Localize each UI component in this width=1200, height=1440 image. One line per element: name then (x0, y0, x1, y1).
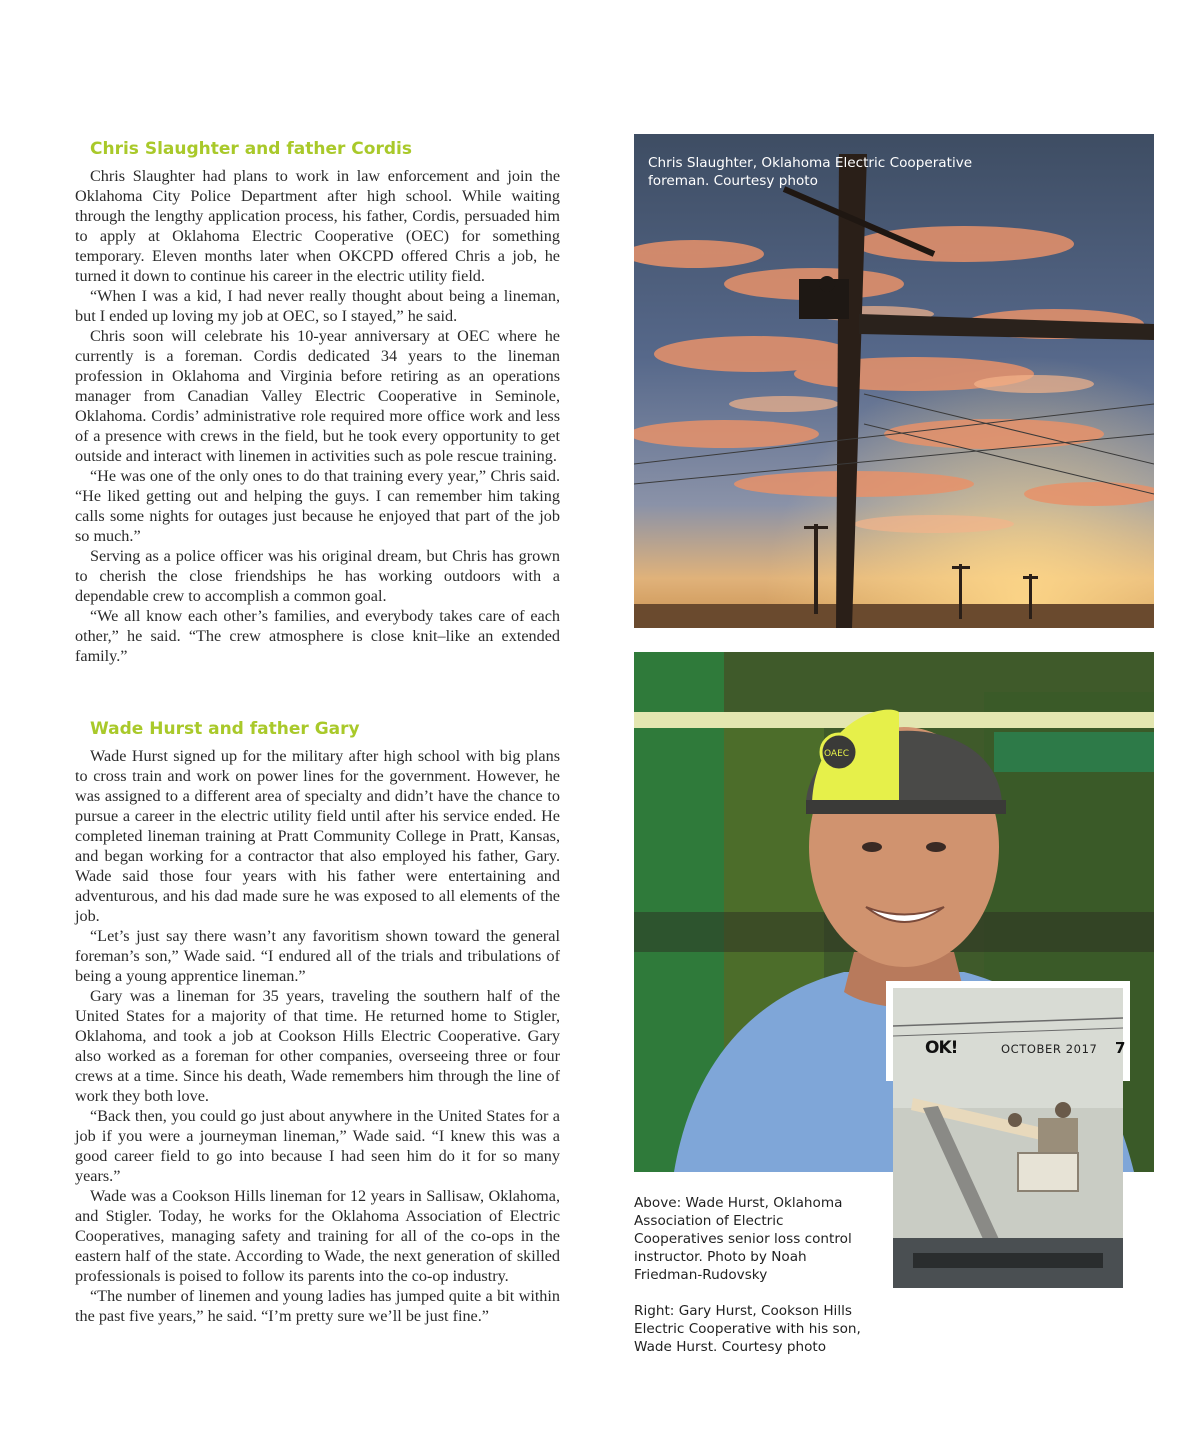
cap-logo-text: OAEC (824, 749, 850, 759)
paragraph: “He was one of the only ones to do that training every year,” Chris said. “He liked getting out and helping the guys. I can remember him taking calls some nights for outages just because he enjoyed that part of the job so much.” (75, 467, 560, 545)
photo-chris-slaughter (634, 134, 1154, 628)
sunset-pole-illustration (634, 134, 1154, 628)
caption-wade: Above: Wade Hurst, Oklahoma Association of Electric Cooperatives senior loss control instructor. Photo by Noah Friedman-Rudovsky (634, 1195, 852, 1283)
page-number: 7 (1115, 1039, 1126, 1057)
paragraph: “We all know each other’s families, and everybody takes care of each other,” he said. “The crew atmosphere is close knit–like an extended family.” (75, 607, 560, 665)
story-heading: Chris Slaughter and father Cordis (90, 139, 412, 159)
story-chris-slaughter (75, 138, 560, 666)
ok-logo: OK! (925, 1038, 958, 1058)
paragraph: “The number of linemen and young ladies has jumped quite a bit within the past five years,” he said. “I’m pretty sure we’ll be just fine.” (75, 1287, 560, 1325)
story-wade-hurst (75, 718, 560, 1326)
paragraph: Gary was a lineman for 35 years, traveling the southern half of the United States for a majority of that time. He returned home to Stigler, Oklahoma, and took a job at Cookson Hills Electric Cooperative. Gary also worked as a foreman for other companies, overseeing three or four crews at a time. Since his death, Wade remembers him through the line of work they both love. (75, 987, 560, 1105)
paragraph: “When I was a kid, I had never really thought about being a lineman, but I ended up loving my job at OEC, so I stayed,” he said. (75, 287, 560, 325)
caption-gary: Right: Gary Hurst, Cookson Hills Electric Cooperative with his son, Wade Hurst. Courtesy photo (634, 1303, 861, 1355)
paragraph: Chris Slaughter had plans to work in law enforcement and join the Oklahoma City Police Department after high school. While waiting through the lengthy application process, his father, Cordis, persuaded him to apply at Oklahoma Electric Cooperative (OEC) for something temporary. Eleven months later when OKCPD offered Chris a job, he turned it down to continue his career in the electric utility field. (75, 167, 560, 285)
photo-caption: Chris Slaughter, Oklahoma Electric Cooperative foreman. Courtesy photo (648, 155, 973, 189)
paragraph: Chris soon will celebrate his 10-year anniversary at OEC where he currently is a foreman. Cordis dedicated 34 years to the lineman profession in Oklahoma and Virginia before retiring as an operations manager from Canadian Valley Electric Cooperative in Seminole, Oklahoma. Cordis’ administrative role required more office work and less of a presence with crews in the field, but he took every opportunity to get outside and interact with linemen in activities such as pole rescue training. (75, 327, 560, 465)
paragraph: Wade was a Cookson Hills lineman for 12 years in Sallisaw, Oklahoma, and Stigler. Today, he works for the Oklahoma Association of Electric Cooperatives, managing safety and training for all of the co-ops in the eastern half of the state. According to Wade, the next generation of skilled professionals is poised to follow its parents into the co-op industry. (75, 1187, 560, 1285)
issue-date: OCTOBER 2017 (1001, 1042, 1098, 1056)
bucket-truck-illustration (893, 988, 1126, 1288)
story-heading: Wade Hurst and father Gary (90, 719, 360, 739)
photo-gary-hurst-image (893, 988, 1126, 1288)
paragraph: “Back then, you could go just about anywhere in the United States for a job if you were a journeyman lineman,” Wade said. “I knew this was a good career field to go into because I had seen him do it for so many years.” (75, 1107, 560, 1185)
page-footer (925, 1038, 1130, 1060)
paragraph: Serving as a police officer was his original dream, but Chris has grown to cherish the close friendships he has working outdoors with a dependable crew to accomplish a common goal. (75, 547, 560, 605)
paragraph: Wade Hurst signed up for the military after high school with big plans to cross train and work on power lines for the government. However, he was assigned to a different area of specialty and didn’t have the chance to pursue a career in the electric utility field until after his service ended. He completed lineman training at Pratt Community College in Pratt, Kansas, and began working for a contractor that also employed his father, Gary. Wade said those four years with his father were entertaining and adventurous, and his dad made sure he was exposed to all elements of the job. (75, 747, 560, 925)
paragraph: “Let’s just say there wasn’t any favoritism shown toward the general foreman’s son,” Wade said. “I endured all of the trials and tribulations of being a young apprentice lineman.” (75, 927, 560, 985)
